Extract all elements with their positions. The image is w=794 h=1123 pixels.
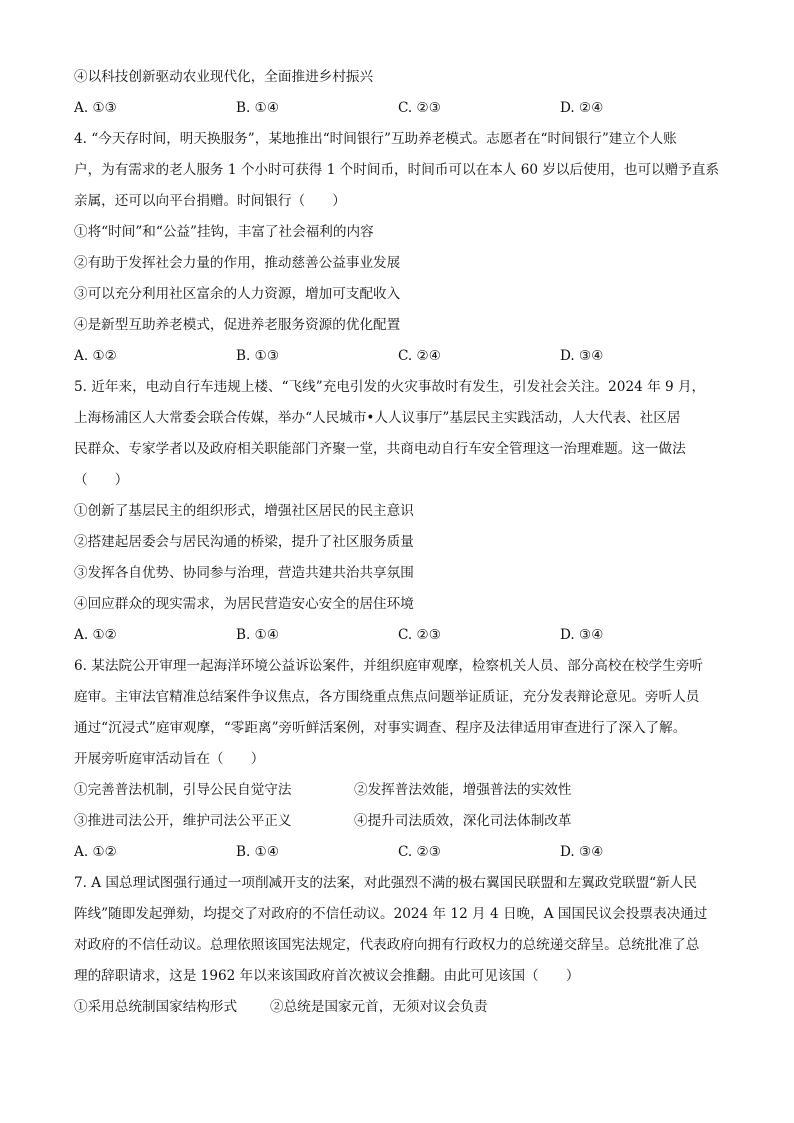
question-5-stem-line-1: 5. 近年来，电动自行车违规上楼、“飞线”充电引发的火灾事故时有发生，引发社会关注。2024 年 9 月， <box>74 379 706 395</box>
question-7-stem-line-4: 理的辞职请求，这是 1962 年以来该国政府首次被议会推翻。由此可见该国（ ） <box>74 968 580 984</box>
option-a: A. ①③ <box>74 100 117 116</box>
question-6-stem-line-3: 通过“沉浸式”庭审观摩，“零距离”旁听鲜活案例，对事实调查、程序及法律适用审查进行了深入了解。 <box>74 720 687 736</box>
question-7-stem-line-2: 阵线”随即发起弹劾，均提交了对政府的不信任动议。2024 年 12 月 4 日晚，A 国国民议会投票表决通过 <box>74 906 708 922</box>
options-q5 <box>74 620 734 651</box>
statement-q4-4: ④是新型互助养老模式，促进养老服务资源的优化配置 <box>74 317 401 333</box>
option-a: A. ①② <box>74 844 117 860</box>
statement-q3-4: ④以科技创新驱动农业现代化，全面推进乡村振兴 <box>74 69 374 85</box>
option-b: B. ①④ <box>236 100 280 116</box>
statement-q5-4: ④回应群众的现实需求，为居民营造安心安全的居住环境 <box>74 596 414 612</box>
option-b: B. ①③ <box>236 348 280 364</box>
question-6-stem-line-4: 开展旁听庭审活动旨在（ ） <box>74 751 265 767</box>
statement-q5-3: ③发挥各自优势、协同参与治理，营造共建共治共享氛围 <box>74 565 414 581</box>
statement-q6-2: ②发挥普法效能，增强普法的实效性 <box>354 782 572 798</box>
option-c: C. ②③ <box>398 627 441 643</box>
statement-q4-2: ②有助于发挥社会力量的作用，推动慈善公益事业发展 <box>74 255 401 271</box>
question-5-stem-line-4: （ ） <box>74 472 129 488</box>
option-c: C. ②④ <box>398 348 441 364</box>
option-d: D. ③④ <box>560 844 604 860</box>
option-a: A. ①② <box>74 348 117 364</box>
statements-q6-row-2 <box>74 806 734 837</box>
exam-page <box>74 62 734 1023</box>
question-7-stem-line-3: 对政府的不信任动议。总理依照该国宪法规定，代表政府向拥有行政权力的总统递交辞呈。总统批准了总 <box>74 937 700 953</box>
option-b: B. ①④ <box>236 627 280 643</box>
statements-q6-row-1 <box>74 775 734 806</box>
statement-q6-3: ③推进司法公开，维护司法公平正义 <box>74 813 292 829</box>
question-5-stem-line-3: 民群众、专家学者以及政府相关职能部门齐聚一堂，共商电动自行车安全管理这一治理难题。这一做法 <box>74 441 686 457</box>
statement-q7-2: ②总统是国家元首，无须对议会负责 <box>270 999 488 1015</box>
options-q3 <box>74 93 734 124</box>
option-d: D. ②④ <box>560 100 604 116</box>
question-5-stem-line-2: 上海杨浦区人大常委会联合传媒，举办“人民城市•人人议事厅”基层民主实践活动，人大代表、社区居 <box>74 410 681 426</box>
statement-q4-1: ①将“时间”和“公益”挂钩，丰富了社会福利的内容 <box>74 224 374 240</box>
statement-q5-1: ①创新了基层民主的组织形式，增强社区居民的民主意识 <box>74 503 414 519</box>
options-q6 <box>74 837 734 868</box>
option-d: D. ③④ <box>560 348 604 364</box>
statement-q4-3: ③可以充分利用社区富余的人力资源，增加可支配收入 <box>74 286 401 302</box>
statements-q7-row-1 <box>74 992 734 1023</box>
statement-q5-2: ②搭建起居委会与居民沟通的桥梁，提升了社区服务质量 <box>74 534 414 550</box>
option-b: B. ①④ <box>236 844 280 860</box>
option-c: C. ②③ <box>398 844 441 860</box>
option-c: C. ②③ <box>398 100 441 116</box>
question-4-stem-line-1: 4. “今天存时间，明天换服务”，某地推出“时间银行”互助养老模式。志愿者在“时间银行”建立个人账 <box>74 131 677 147</box>
question-4-stem-line-3: 亲属，还可以向平台捐赠。时间银行（ ） <box>74 193 346 209</box>
statement-q7-1: ①采用总统制国家结构形式 <box>74 999 238 1015</box>
option-d: D. ③④ <box>560 627 604 643</box>
option-a: A. ①② <box>74 627 117 643</box>
statement-q6-1: ①完善普法机制，引导公民自觉守法 <box>74 782 292 798</box>
statement-q6-4: ④提升司法质效，深化司法体制改革 <box>354 813 572 829</box>
question-7-stem-line-1: 7. A 国总理试图强行通过一项削减开支的法案，对此强烈不满的极右翼国民联盟和左翼政党联盟“新人民 <box>74 875 697 891</box>
options-q4 <box>74 341 734 372</box>
question-6-stem-line-2: 庭审。主审法官精准总结案件争议焦点，各方围绕重点焦点问题举证质证，充分发表辩论意见。旁听人员 <box>74 689 700 705</box>
question-6-stem-line-1: 6. 某法院公开审理一起海洋环境公益诉讼案件，并组织庭审观摩，检察机关人员、部分高校在校学生旁听 <box>74 658 704 674</box>
question-4-stem-line-2: 户，为有需求的老人服务 1 个小时可获得 1 个时间币，时间币可以在本人 60 岁以后使用，也可以赠予直系 <box>74 162 720 178</box>
